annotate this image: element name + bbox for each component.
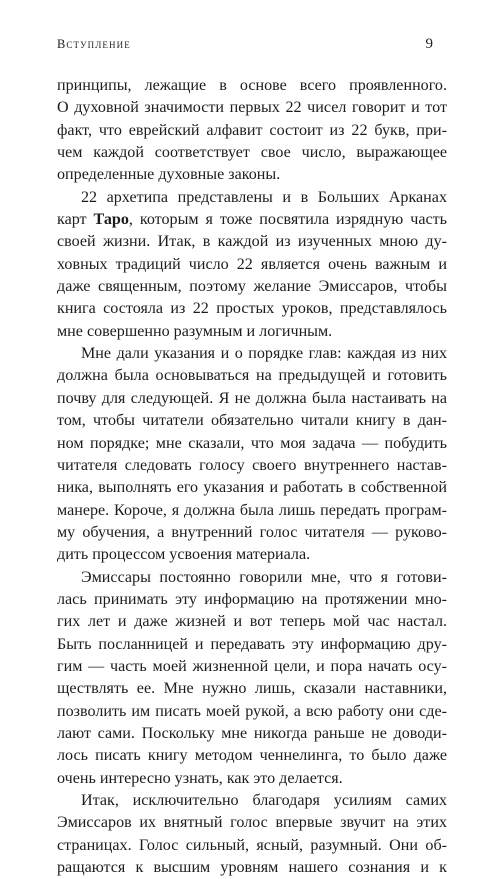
text-line-with-term — [57, 209, 447, 231]
text-line: О духовной значимости первых 22 чисел говорит и тот — [57, 99, 447, 117]
body-text — [57, 75, 447, 879]
text-line: определенные духовные законы. — [57, 166, 281, 184]
text-line: Быть посланницей и передавать эту информацию дру- — [57, 635, 447, 653]
chapter-title: Вступление — [57, 37, 131, 51]
text-line: лают сами. Поскольку мне никогда раньше не доводи- — [57, 724, 447, 742]
text-line: даже священным, поэтому желание Эмиссаров, чтобы — [57, 278, 447, 296]
text-fragment: карт — [57, 211, 94, 229]
text-line: му обучения, а внутренний голос читателя — руково- — [57, 523, 447, 541]
text-line: мне совершенно разумным и логичным. — [57, 322, 333, 340]
tarot-term: Таро — [93, 211, 129, 229]
text-line: очень интересно узнать, как это делается. — [57, 769, 343, 787]
text-line: чем каждой соответствует свое число, выражающее — [57, 144, 447, 162]
text-line: Мне дали указания и о порядке глав: каждая из них — [81, 345, 447, 363]
text-line: страницах. Голос сильный, ясный, разумный. Они об- — [57, 836, 447, 854]
text-line: Итак, исключительно благодаря усилиям самих — [81, 792, 447, 809]
paragraph-4 — [57, 567, 447, 790]
text-line: ществлять ее. Мне нужно лишь, сказали наставники, — [57, 680, 447, 698]
text-line: почву для следующей. Я не должна была настаивать на — [57, 389, 447, 407]
text-line: манере. Короче, я должна была лишь передать програм- — [57, 501, 447, 519]
text-line: 22 архетипа представлены и в Больших Арканах — [81, 188, 447, 206]
text-line: Эмиссары постоянно говорили мне, что я готови- — [81, 568, 447, 586]
text-line: лась принимать эту информацию на протяжении мно- — [57, 590, 447, 608]
text-line: ном порядке; мне сказали, что моя задача — побудить — [57, 434, 447, 452]
text-line: том, чтобы читатели обязательно читали книгу в дан- — [57, 412, 447, 430]
text-line: своей жизни. Итак, в каждой из изученных мною ду- — [57, 233, 447, 251]
text-line: гим — часть моей жизненной цели, и пора начать осу- — [57, 657, 447, 675]
paragraph-5 — [57, 790, 447, 879]
text-line: читателя следовать голосу своего внутреннего настав- — [57, 456, 447, 474]
text-line: дить процессом усвоения материала. — [57, 546, 311, 564]
text-line: Эмиссаров их внятный голос впервые звучит на этих — [57, 814, 447, 832]
text-line: ника, выполнять его указания и работать в собственной — [57, 479, 447, 497]
page-number: 9 — [425, 36, 433, 52]
text-fragment: , которым я тоже посвятила изрядную часть — [128, 211, 447, 229]
text-line: принципы, лежащие в основе всего проявленного. — [57, 77, 447, 94]
paragraph-2 — [57, 187, 447, 343]
text-line: книга состояла из 22 простых уроков, представлялось — [57, 300, 447, 318]
text-line: факт, что еврейский алфавит состоит из 22 букв, при- — [57, 121, 447, 139]
paragraph-1 — [57, 75, 447, 187]
text-line: лось писать книгу методом ченнелинга, то было даже — [57, 747, 447, 765]
text-line: ращаются к высшим уровням нашего сознания и к — [57, 859, 447, 877]
text-line: ховных традиций число 22 является очень важным и — [57, 255, 447, 273]
text-line: должна была основываться на предыдущей и готовить — [57, 367, 447, 385]
text-line: гих лет и даже жизней и вот теперь мой час настал. — [57, 613, 447, 631]
paragraph-3 — [57, 343, 447, 566]
running-header — [57, 36, 433, 56]
text-line: позволить им писать моей рукой, а всю работу они сде- — [57, 702, 447, 720]
